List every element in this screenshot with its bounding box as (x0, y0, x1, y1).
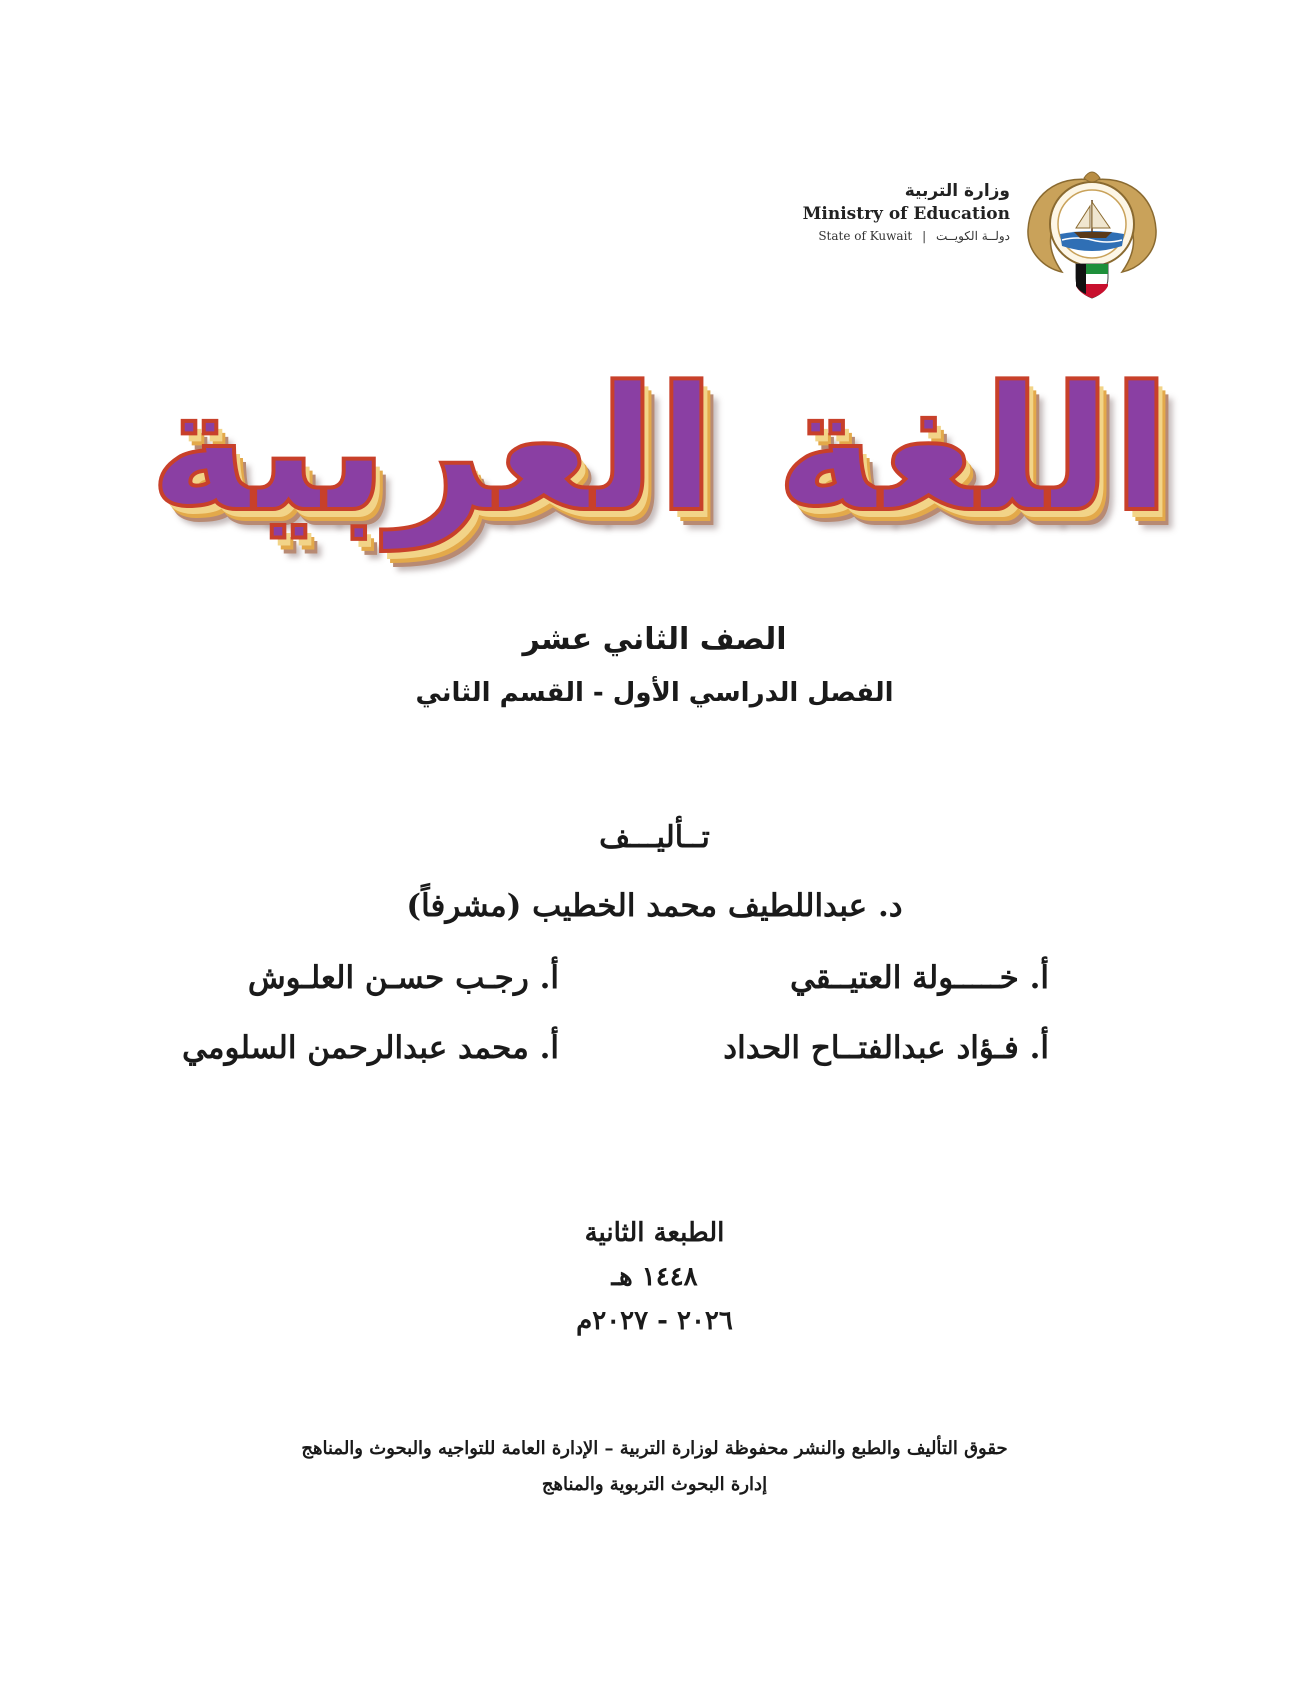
hijri-year: ١٤٤٨ هـ (611, 1262, 698, 1292)
research-department: إدارة البحوث التربوية والمناهج (541, 1474, 768, 1495)
ministry-header (700, 180, 1010, 246)
edition-label: الطبعة الثانية (584, 1218, 725, 1248)
state-separator: | (922, 229, 927, 243)
author-name: أ. فـؤاد عبدالفتــاح الحداد (723, 1030, 1049, 1066)
ministry-name-english: Ministry of Education (802, 204, 1010, 224)
author-name: أ. محمد عبدالرحمن السلومي (182, 1030, 559, 1066)
state-name-english: State of Kuwait (818, 229, 913, 243)
book-title: اللغة العربية (149, 349, 1171, 550)
term-section: الفصل الدراسي الأول - القسم الثاني (415, 678, 894, 708)
kuwait-emblem-icon (1022, 160, 1162, 300)
supervisor-name: د. عبداللطيف محمد الخطيب (مشرفاً) (406, 888, 903, 924)
author-name: أ. رجـب حسـن العلـوش (247, 960, 559, 996)
gregorian-years: ٢٠٢٦ - ٢٠٢٧م (576, 1306, 733, 1336)
author-name: أ. خـــــولة العتيــقي (789, 960, 1049, 996)
grade-level: الصف الثاني عشر (522, 622, 787, 657)
state-line (700, 226, 1010, 246)
copyright-notice: حقوق التأليف والطبع والنشر محفوظة لوزارة التربية – الإدارة العامة للتواجيه والبحوث والمناهج (301, 1438, 1008, 1459)
title-container (149, 300, 1171, 600)
state-name-arabic: دولــة الكويــت (935, 229, 1010, 243)
authored-by-label: تــأليـــف (599, 820, 710, 855)
ministry-name-arabic: وزارة التربية (904, 181, 1010, 201)
